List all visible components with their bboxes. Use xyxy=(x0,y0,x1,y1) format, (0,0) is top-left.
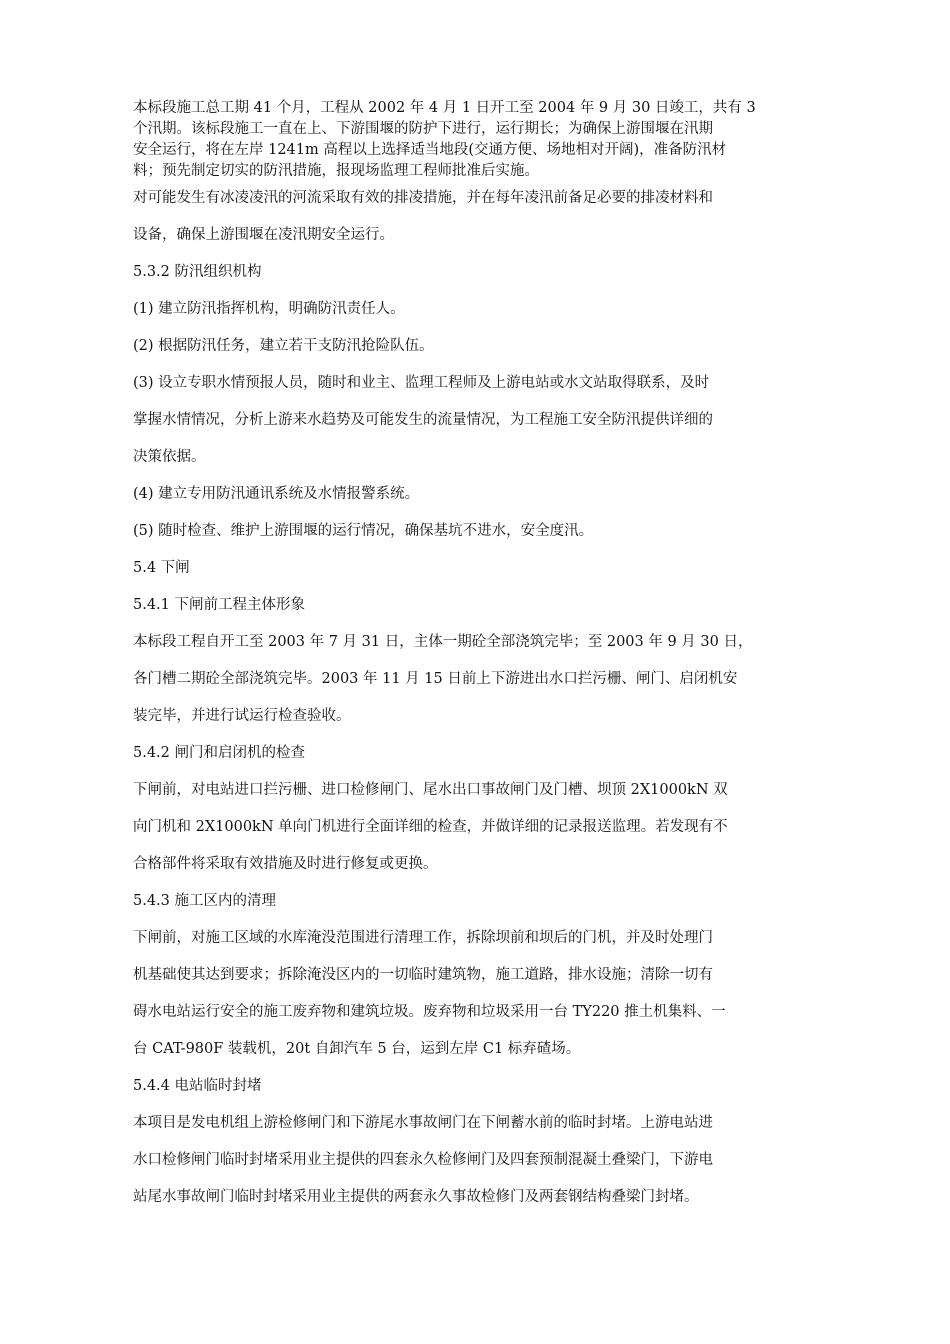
intro-paragraph xyxy=(133,98,821,182)
document-page xyxy=(133,98,821,1224)
text-line: 向门机和 2X1000kN 单向门机进行全面详细的检查，并做详细的记录报送监理。若发现有不 xyxy=(133,819,728,835)
section-heading: 5.4.4 电站临时封堵 xyxy=(133,1078,262,1094)
text-line: 下闸前，对施工区域的水库淹没范围进行清理工作，拆除坝前和坝后的门机，并及时处理门 xyxy=(133,930,713,946)
text-line: 个汛期。该标段施工一直在上、下游围堰的防护下进行，运行期长；为确保上游围堰在汛期 xyxy=(133,121,713,137)
list-item: (1) 建立防汛指挥机构，明确防汛责任人。 xyxy=(133,301,405,317)
list-item: (5) 随时检查、维护上游围堰的运行情况，确保基坑不进水，安全度汛。 xyxy=(133,523,594,539)
text-line: 本项目是发电机组上游检修闸门和下游尾水事故闸门在下闸蓄水前的临时封堵。上游电站进 xyxy=(133,1115,713,1131)
text-line: 料；预先制定切实的防汛措施，报现场监理工程师批准后实施。 xyxy=(133,163,539,179)
text-line: 下闸前，对电站进口拦污栅、进口检修闸门、尾水出口事故闸门及门槽、坝顶 2X1000kN 双 xyxy=(133,782,728,798)
section-heading: 5.4.1 下闸前工程主体形象 xyxy=(133,597,306,613)
text-line: 各门槽二期砼全部浇筑完毕。2003 年 11 月 15 日前上下游进出水口拦污栅、闸门、启闭机安 xyxy=(133,671,738,687)
section-heading: 5.3.2 防汛组织机构 xyxy=(133,264,262,280)
text-line: 安全运行，将在左岸 1241m 高程以上选择适当地段(交通方便、场地相对开阔)，准备防汛材 xyxy=(133,142,727,158)
text-line: 装完毕，并进行试运行检查验收。 xyxy=(133,708,351,724)
section-5-4-1 xyxy=(133,595,821,743)
text-line: 台 CAT-980F 装载机，20t 自卸汽车 5 台，运到左岸 C1 标弃碴场。 xyxy=(133,1041,581,1057)
text-line: 合格部件将采取有效措施及时进行修复或更换。 xyxy=(133,856,438,872)
section-5-4-3 xyxy=(133,891,821,1076)
section-heading: 5.4 下闸 xyxy=(133,560,190,576)
text-line: 对可能发生有冰凌凌汛的河流采取有效的排凌措施，并在每年凌汛前备足必要的排凌材料和 xyxy=(133,190,713,206)
text-line: 本标段施工总工期 41 个月，工程从 2002 年 4 月 1 日开工至 2004 年 9 月 30 日竣工，共有 3 xyxy=(133,100,756,116)
list-item: (2) 根据防汛任务，建立若干支防汛抢险队伍。 xyxy=(133,338,434,354)
text-line: 站尾水事故闸门临时封堵采用业主提供的两套永久事故检修门及两套钢结构叠梁门封堵。 xyxy=(133,1189,699,1205)
list-item-continuation: 掌握水情情况，分析上游来水趋势及可能发生的流量情况，为工程施工安全防汛提供详细的 xyxy=(133,412,713,428)
text-line: 碍水电站运行安全的施工废弃物和建筑垃圾。废弃物和垃圾采用一台 TY220 推土机集料、一 xyxy=(133,1004,726,1020)
section-heading: 5.4.3 施工区内的清理 xyxy=(133,893,277,909)
section-heading: 5.4.2 闸门和启闭机的检查 xyxy=(133,745,306,761)
section-5-4-2 xyxy=(133,743,821,891)
section-5-4-4 xyxy=(133,1076,821,1224)
text-line: 本标段工程自开工至 2003 年 7 月 31 日，主体一期砼全部浇筑完毕；至 2003 年 9 月 30 日， xyxy=(133,634,753,650)
list-item: (4) 建立专用防汛通讯系统及水情报警系统。 xyxy=(133,486,420,502)
list-item-continuation: 决策依据。 xyxy=(133,449,206,465)
ice-flood-paragraph xyxy=(133,188,821,262)
text-line: 水口检修闸门临时封堵采用业主提供的四套永久检修闸门及四套预制混凝土叠梁门，下游电 xyxy=(133,1152,713,1168)
list-item: (3) 设立专职水情预报人员，随时和业主、监理工程师及上游电站或水文站取得联系，及时 xyxy=(133,375,710,391)
section-5-4 xyxy=(133,558,821,595)
text-line: 设备，确保上游围堰在凌汛期安全运行。 xyxy=(133,227,394,243)
text-line: 机基础使其达到要求；拆除淹没区内的一切临时建筑物，施工道路，排水设施；清除一切有 xyxy=(133,967,713,983)
section-5-3-2 xyxy=(133,262,821,558)
